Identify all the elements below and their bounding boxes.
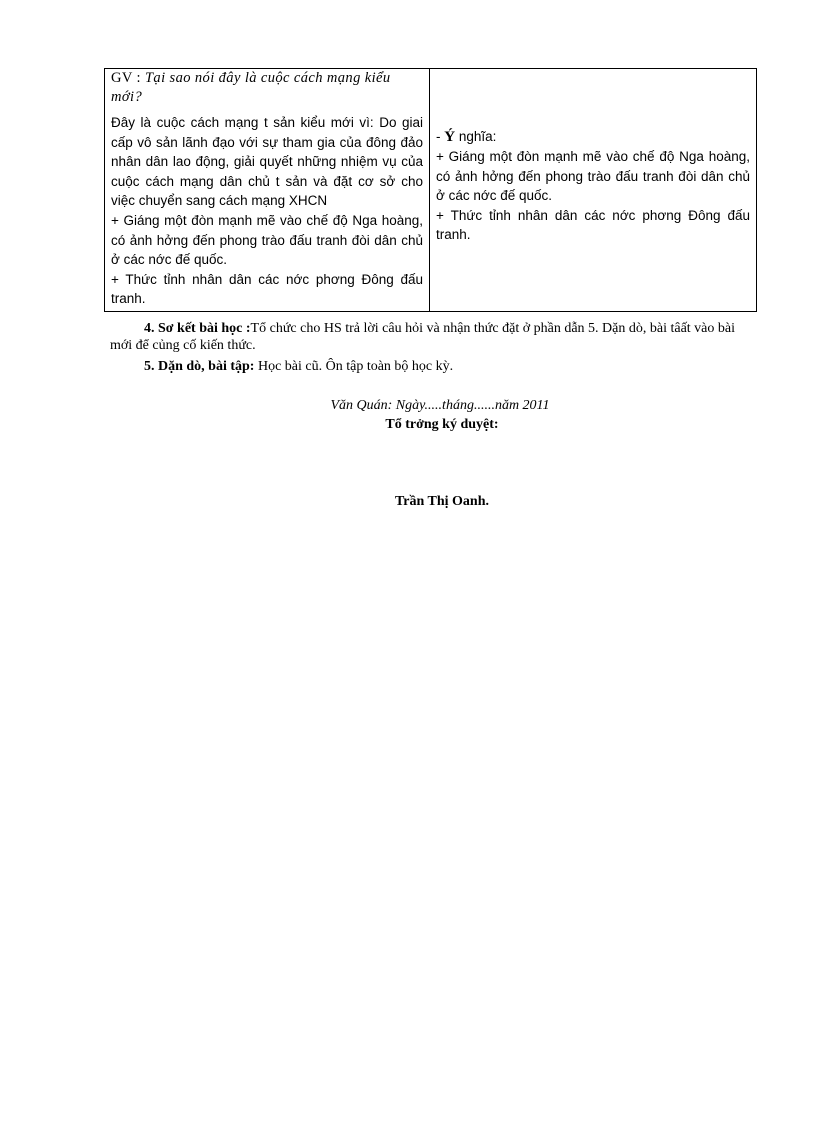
right-point-1: + Giáng một đòn mạnh mẽ vào chế độ Nga hoàng, có ảnh hởng đến phong trào đấu tranh đòi dân chủ ở các nớc đế quốc. xyxy=(436,149,750,204)
left-point-2: + Thức tỉnh nhân dân các nớc phơng Đông đấu tranh. xyxy=(111,271,423,307)
lesson-table xyxy=(104,68,757,312)
answer-paragraph: Đây là cuộc cách mạng t sản kiểu mới vì: Do giai cấp vô sản lãnh đạo với sự tham gia của đông đảo nhân dân lao động, giải quyết những nhiệm vụ của cuộc cách mạng dân chủ t sản và đặt cơ sở cho việc chuyển sang cách mạng XHCN xyxy=(111,115,423,209)
homework xyxy=(110,358,750,375)
homework-label: 5. Dặn dò, bài tập: xyxy=(144,359,255,374)
significance-block xyxy=(436,127,750,245)
significance-heading: - Ý nghĩa: xyxy=(436,129,497,145)
homework-text: Học bài cũ. Ôn tập toàn bộ học kỳ. xyxy=(254,359,454,374)
signer-name: Trần Thị Oanh. xyxy=(394,494,490,509)
teacher-question xyxy=(111,69,423,107)
approval-title: Tổ trởng ký duyệt: xyxy=(385,417,499,432)
gv-question-text: Tại sao nói đây là cuộc cách mạng kiểu mới? xyxy=(111,70,391,105)
teacher-activity-cell xyxy=(105,69,430,312)
table-row xyxy=(105,69,757,312)
content-cell xyxy=(430,69,757,312)
place-date: Văn Quán: Ngày.....tháng......năm 2011 xyxy=(330,398,550,413)
summary-label: 4. Sơ kết bài học : xyxy=(144,321,251,336)
gv-label: GV : xyxy=(111,70,141,86)
summary-text: Tổ chức cho HS trả lời câu hỏi và nhận thức đặt ở phần dẫn 5. Dặn dò, bài tâất vào bài mới để củng cố kiến thức. xyxy=(110,321,735,353)
lesson-summary xyxy=(110,320,750,354)
right-point-2: + Thức tỉnh nhân dân các nớc phơng Đông đấu tranh. xyxy=(436,207,750,243)
left-point-1: + Giáng một đòn mạnh mẽ vào chế độ Nga hoàng, có ảnh hởng đến phong trào đấu tranh đòi dân chủ ở các nớc đế quốc. xyxy=(111,212,423,268)
